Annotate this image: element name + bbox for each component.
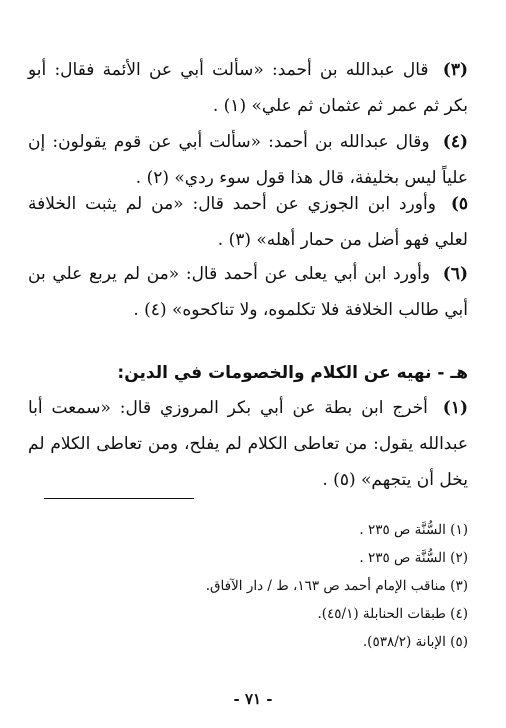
narration-item-3 <box>28 52 468 124</box>
footnote-2: (٢) السُّنَّة ص ٢٣٥ . <box>359 550 468 566</box>
item-number: ٥) <box>450 194 469 214</box>
narration-item-6 <box>28 256 468 328</box>
item-text: وأورد ابن الجوزي عن أحمد قال: «من لم يثبت الخلافة لعلي فهو أضل من حمار أهله» (٣) . <box>28 194 468 250</box>
item-number: (٦) <box>442 264 468 284</box>
narration-item-5 <box>28 186 468 258</box>
item-text: وقال عبدالله بن أحمد: «سألت أبي عن قوم يقولون: إن علياً ليس بخليفة، قال هذا قول سوء ردي» (٢) . <box>28 132 468 188</box>
item-text: أخرج ابن بطة عن أبي بكر المروزي قال: «سمعت أبا عبدالله يقول: من تعاطى الكلام لم يفلح، ومن تعاطى الكلام لم يخل أن يتجهم» (٥) . <box>28 398 468 490</box>
section-heading: هـ - نهيه عن الكلام والخصومات في الدين: <box>117 363 468 383</box>
page-number: - ٧١ - <box>233 690 273 708</box>
footnote-1: (١) السُّنَّة ص ٢٣٥ . <box>359 522 468 538</box>
footnote-4: (٤) طبقات الحنابلة (٤٥/١). <box>317 606 468 622</box>
footnote-3: (٣) مناقب الإمام أحمد ص ١٦٣، ط / دار الآفاق. <box>205 578 468 594</box>
footnote-separator <box>44 498 194 499</box>
item-number: (١) <box>442 398 468 418</box>
item-number: (٤) <box>442 132 469 152</box>
item-text: قال عبدالله بن أحمد: «سألت أبي عن الأئمة فقال: أبو بكر ثم عمر ثم عثمان ثم علي» (١) . <box>28 60 468 116</box>
footnote-5: (٥) الإبانة (٥٣٨/٢). <box>362 634 468 650</box>
item-text: وأورد ابن أبي يعلى عن أحمد قال: «من لم يربع علي بن أبي طالب الخلافة فلا تكلموه، ولا تناكحوه» (٤) . <box>28 264 468 320</box>
footnotes-list <box>28 516 468 656</box>
item-number: (٣) <box>442 60 468 80</box>
section-item-1 <box>28 390 468 498</box>
